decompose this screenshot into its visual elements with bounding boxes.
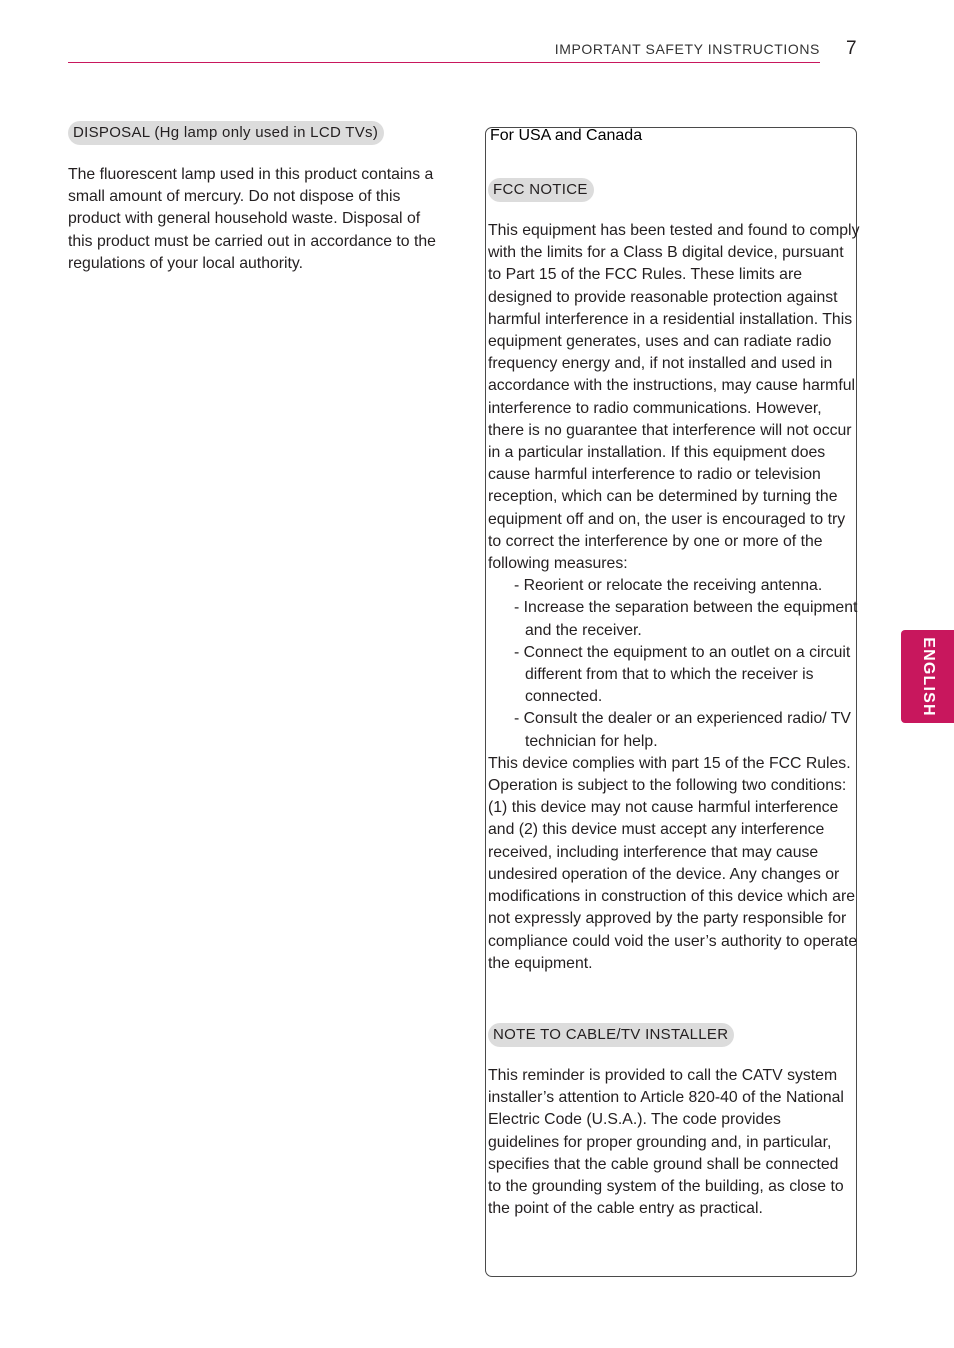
disposal-heading: DISPOSAL (Hg lamp only used in LCD TVs) — [68, 121, 384, 145]
language-tab[interactable] — [901, 630, 954, 723]
language-tab-label: ENGLISH — [919, 636, 937, 717]
fcc-intro-text: This equipment has been tested and found to comply with the limits for a Class B digital device, pursuant to Part 15 of the FCC Rules. These limits are designed to provide reasonable protection against harmful interference in a residential installation. This equipment generates, uses and can radiate radio frequency energy and, if not installed and used in accordance with the instructions, may cause harmful interference to radio communications. However, there is no guarantee that interference will not occur in a particular installation. If this equipment does cause harmful interference to radio or television reception, which can be determined by turning the equipment off and on, the user is encouraged to try to correct the interference by one or more of the following measures: — [488, 222, 860, 573]
cable-installer-heading: NOTE TO CABLE/TV INSTALLER — [488, 1023, 734, 1047]
list-item: - Increase the separation between the equipment and the receiver. — [514, 599, 858, 639]
disposal-body: The fluorescent lamp used in this product contains a small amount of mercury. Do not dispose of this product with general household waste. Disposal of this product must be carried out in accordance to the regulations of your local authority. — [68, 166, 436, 272]
fcc-compliance-text: This device complies with part 15 of the FCC Rules. Operation is subject to the following two conditions: (1) this device may not cause harmful interference and (2) this device must accept any interference received, including interference that may cause undesired operation of the device. Any changes or modifications in construction of this device which are not expressly approved by the party responsible for compliance could void the user’s authority to operate the equipment. — [488, 754, 858, 972]
header-divider — [68, 62, 820, 63]
fcc-notice-body — [488, 220, 860, 975]
section-header-title: IMPORTANT SAFETY INSTRUCTIONS — [554, 41, 820, 57]
list-item: - Consult the dealer or an experienced radio/ TV technician for help. — [514, 710, 851, 750]
fcc-measures-list — [488, 575, 860, 753]
cable-installer-body: This reminder is provided to call the CATV system installer’s attention to Article 820-40 of the National Electric Code (U.S.A.). The code provides guidelines for proper grounding and, in particular, specifies that the cable ground shall be connected to the grounding system of the building, as close to the point of the cable entry as practical. — [488, 1067, 844, 1218]
fcc-notice-heading: FCC NOTICE — [488, 178, 594, 202]
list-item: - Reorient or relocate the receiving antenna. — [514, 577, 823, 595]
list-item: - Connect the equipment to an outlet on a circuit different from that to which the receiver is connected. — [514, 643, 851, 706]
usa-canada-title: For USA and Canada — [490, 127, 643, 144]
disposal-section — [68, 121, 448, 275]
cable-installer-section — [488, 1065, 853, 1220]
page-number: 7 — [846, 38, 857, 59]
